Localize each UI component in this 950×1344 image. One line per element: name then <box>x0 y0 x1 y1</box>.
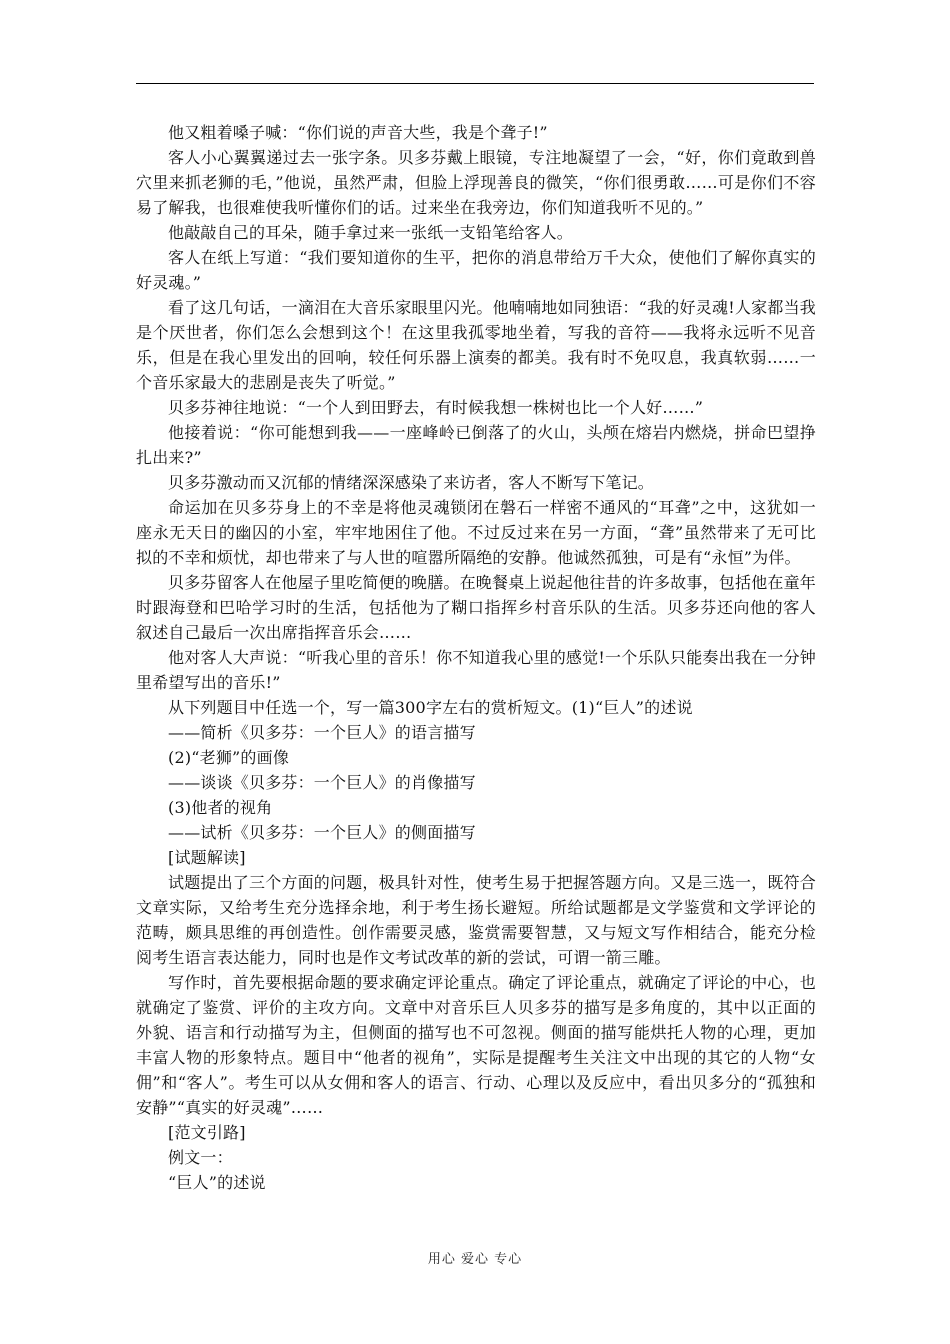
section-heading: [试题解读] <box>168 848 246 867</box>
paragraph: 写作时，首先要根据命题的要求确定评论重点。确定了评论重点，就确定了评论的中心，也就确定了鉴赏、评价的主攻方向。文章中对音乐巨人贝多芬的描写是多角度的，其中以正面的外貌、语言和行动描写为主，但侧面的描写也不可忽视。侧面的描写能烘托人物的心理，更加丰富人物的形象特点。题目中“他者的视角”，实际是提醒考生关注文中出现的其它的人物“女佣”和“客人”。考生可以从女佣和客人的语言、行动、心理以及反应中，看出贝多分的“孤独和安静”“真实的好灵魂”…… <box>136 973 817 1117</box>
header-rule <box>136 83 814 84</box>
paragraph: 客人在纸上写道：“我们要知道你的生平，把你的消息带给万千大众，使他们了解你真实的好灵魂。” <box>136 248 816 292</box>
section-heading: [范文引路] <box>168 1123 246 1142</box>
question-subtitle: ——试析《贝多芬：一个巨人》的侧面描写 <box>168 823 476 842</box>
paragraph: 贝多芬激动而又沉郁的情绪深深感染了来访者，客人不断写下笔记。 <box>168 473 655 492</box>
example-title: “巨人”的述说 <box>168 1173 266 1192</box>
paragraph: 试题提出了三个方面的问题，极具针对性，使考生易于把握答题方向。又是三选一，既符合文章实际，又给考生充分选择余地，利于考生扬长避短。所给试题都是文学鉴赏和文学评论的范畴，颇具思维的再创造性。创作需要灵感，鉴赏需要智慧，又与短文写作相结合，能充分检阅考生语言表达能力，同时也是作文考试改革的新的尝试，可谓一箭三雕。 <box>136 873 817 967</box>
paragraph: 贝多芬留客人在他屋子里吃简便的晚膳。在晚餐桌上说起他往昔的许多故事，包括他在童年时跟海登和巴哈学习时的生活，包括他为了糊口指挥乡村音乐队的生活。贝多芬还向他的客人叙述自己最后一次出席指挥音乐会…… <box>136 573 817 642</box>
question-subtitle: ——简析《贝多芬：一个巨人》的语言描写 <box>168 723 476 742</box>
question-option: (2)“老狮”的画像 <box>168 748 290 767</box>
question-option: (3)他者的视角 <box>168 798 273 817</box>
document-body <box>136 120 816 1195</box>
paragraph: 命运加在贝多芬身上的不幸是将他灵魂锁闭在磐石一样密不通风的“耳聋”之中，这犹如一座永无天日的幽囚的小室，牢牢地困住了他。不过反过来在另一方面，“聋”虽然带来了无可比拟的不幸和烦忧，却也带来了与人世的喧嚣所隔绝的安静。他诚然孤独，可是有“永恒”为伴。 <box>136 498 816 567</box>
paragraph: 他对客人大声说：“听我心里的音乐！你不知道我心里的感觉!一个乐队只能奏出我在一分钟里希望写出的音乐!” <box>136 648 816 692</box>
paragraph: 看了这几句话，一滴泪在大音乐家眼里闪光。他喃喃地如同独语：“我的好灵魂!人家都当我是个厌世者，你们怎么会想到这个！在这里我孤零地坐着，写我的音符——我将永远听不见音乐，但是在我心里发出的回响，较任何乐器上演奏的都美。我有时不免叹息，我真软弱……一个音乐家最大的悲剧是丧失了听觉。” <box>136 298 816 392</box>
paragraph: 贝多芬神往地说：“一个人到田野去，有时候我想一株树也比一个人好……” <box>168 398 704 417</box>
example-label: 例文一： <box>168 1148 233 1167</box>
paragraph: 客人小心翼翼递过去一张字条。贝多芬戴上眼镜，专注地凝望了一会，“好，你们竟敢到兽穴里来抓老狮的毛，”他说，虽然严肃，但脸上浮现善良的微笑，“你们很勇敢……可是你们不容易了解我，也很难使我听懂你们的话。过来坐在我旁边，你们知道我听不见的。” <box>136 148 816 217</box>
question-prompt: 从下列题目中任选一个，写一篇300字左右的赏析短文。(1)“巨人”的述说 <box>168 698 693 717</box>
page-footer: 用心 爱心 专心 <box>427 1252 523 1267</box>
paragraph: 他敲敲自己的耳朵，随手拿过来一张纸一支铅笔给客人。 <box>168 223 574 242</box>
question-subtitle: ——谈谈《贝多芬：一个巨人》的肖像描写 <box>168 773 476 792</box>
paragraph: 他又粗着嗓子喊：“你们说的声音大些，我是个聋子!” <box>168 123 548 142</box>
paragraph: 他接着说：“你可能想到我——一座峰岭已倒落了的火山，头颅在熔岩内燃烧，拼命巴望挣扎出来?” <box>136 423 816 467</box>
